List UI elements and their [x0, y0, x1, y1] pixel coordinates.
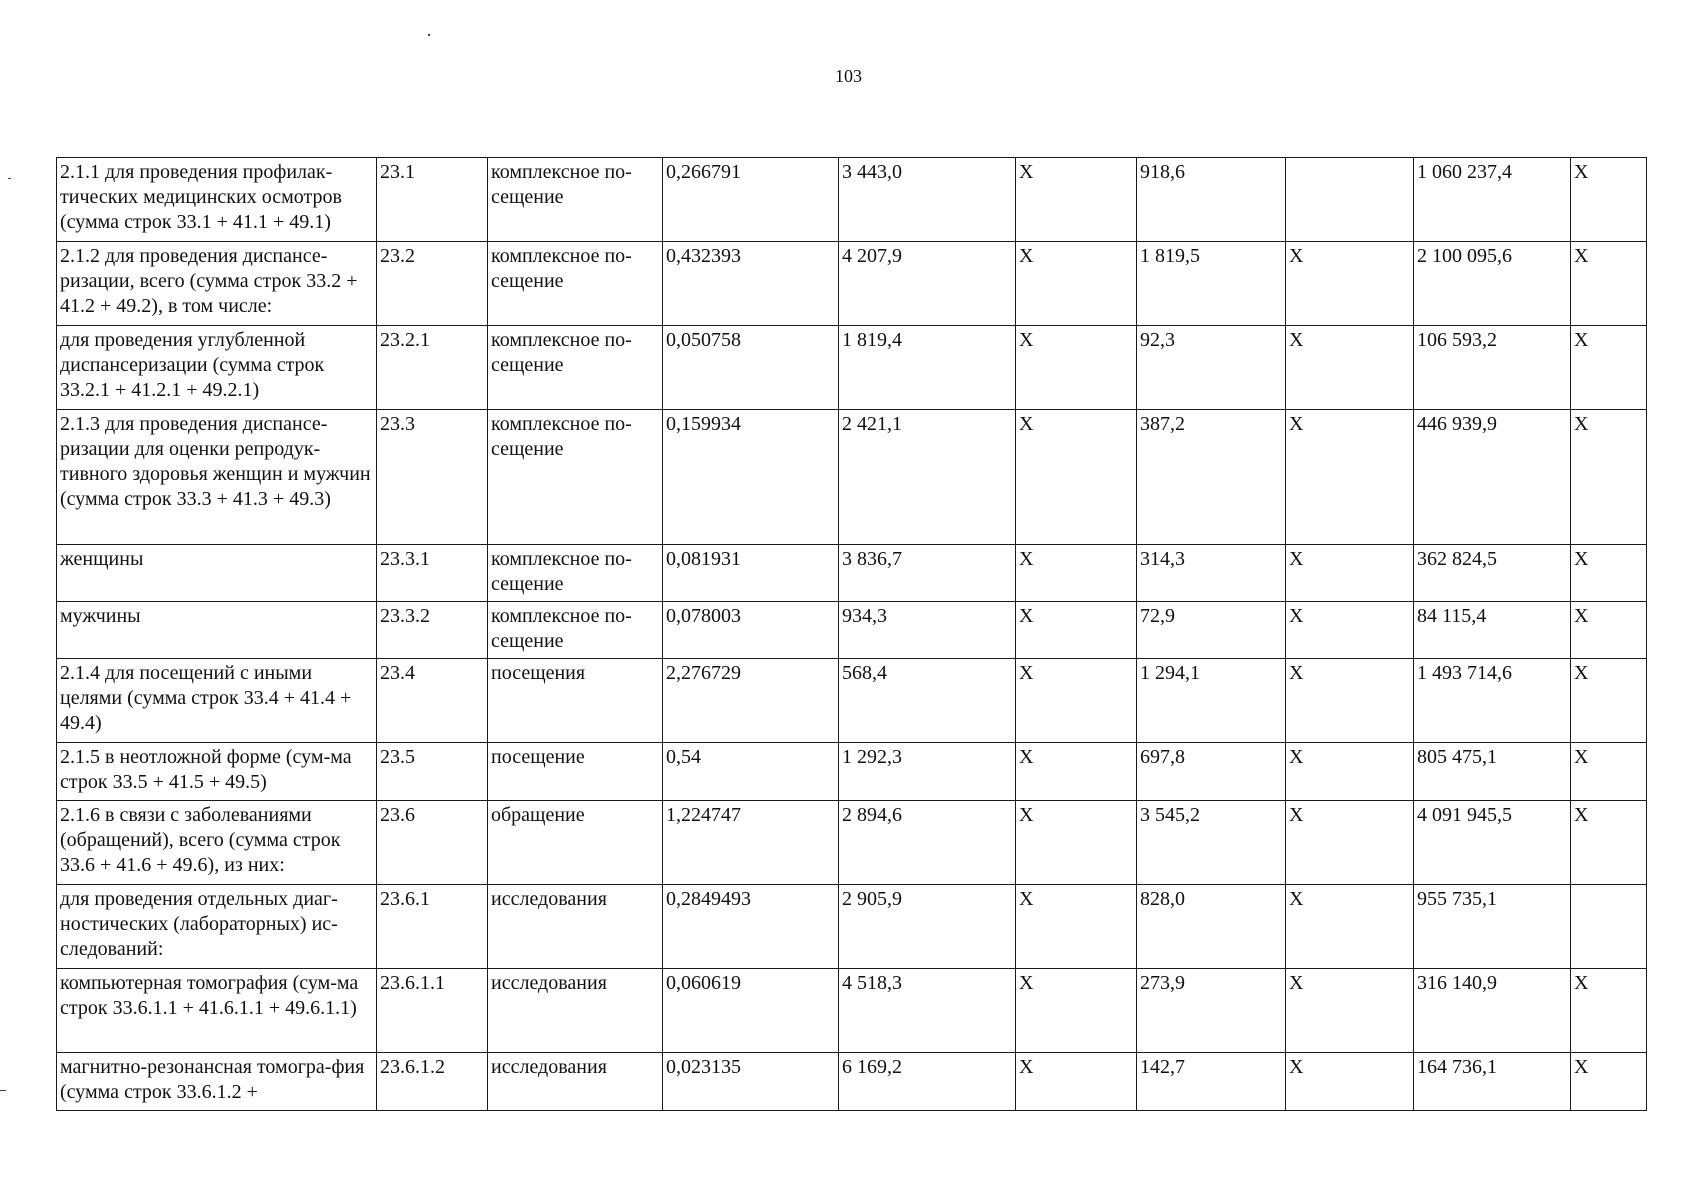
- row-unit-cell: комплексное по-сещение: [488, 602, 663, 659]
- row-code-cell: 23.5: [377, 743, 488, 801]
- row-cost-cell: 3 836,7: [839, 545, 1016, 602]
- row-norm-cell: 0,432393: [663, 242, 839, 326]
- row-col9-cell: 362 824,5: [1414, 545, 1571, 602]
- row-name-cell: для проведения углубленной диспансеризации (сумма строк 33.2.1 + 41.2.1 + 49.2.1): [57, 326, 377, 410]
- row-name-cell: магнитно-резонансная томогра-фия (сумма строк 33.6.1.2 +: [57, 1053, 377, 1111]
- row-norm-cell: 0,081931: [663, 545, 839, 602]
- row-unit-cell: комплексное по-сещение: [488, 545, 663, 602]
- row-col10-cell: Х: [1571, 602, 1647, 659]
- row-col6-cell: Х: [1016, 410, 1137, 545]
- row-col7-cell: 1 294,1: [1137, 659, 1286, 743]
- row-name-cell: женщины: [57, 545, 377, 602]
- scan-mark-top: [428, 34, 430, 36]
- row-col8-cell: Х: [1286, 410, 1414, 545]
- row-norm-cell: 0,078003: [663, 602, 839, 659]
- row-col9-cell: 955 735,1: [1414, 885, 1571, 969]
- row-col6-cell: Х: [1016, 801, 1137, 885]
- row-col8-cell: Х: [1286, 743, 1414, 801]
- row-norm-cell: 0,2849493: [663, 885, 839, 969]
- row-col9-cell: 164 736,1: [1414, 1053, 1571, 1111]
- row-name-cell: мужчины: [57, 602, 377, 659]
- row-code-cell: 23.3: [377, 410, 488, 545]
- row-col6-cell: Х: [1016, 326, 1137, 410]
- row-code-cell: 23.6.1.1: [377, 969, 488, 1053]
- row-col9-cell: 316 140,9: [1414, 969, 1571, 1053]
- row-col8-cell: Х: [1286, 545, 1414, 602]
- row-col6-cell: Х: [1016, 969, 1137, 1053]
- row-code-cell: 23.3.1: [377, 545, 488, 602]
- row-code-cell: 23.6.1: [377, 885, 488, 969]
- row-col8-cell: Х: [1286, 659, 1414, 743]
- row-col7-cell: 314,3: [1137, 545, 1286, 602]
- row-code-cell: 23.2: [377, 242, 488, 326]
- row-cost-cell: 1 819,4: [839, 326, 1016, 410]
- row-name-cell: 2.1.1 для проведения профилак-тических медицинских осмотров (сумма строк 33.1 + 41.1 + 49.1): [57, 158, 377, 242]
- row-col9-cell: 2 100 095,6: [1414, 242, 1571, 326]
- row-col6-cell: Х: [1016, 242, 1137, 326]
- row-norm-cell: 0,54: [663, 743, 839, 801]
- scan-mark-bottom-left: [0, 1090, 6, 1091]
- table-row: [57, 801, 1647, 885]
- row-code-cell: 23.1: [377, 158, 488, 242]
- data-table: [56, 157, 1647, 1111]
- row-cost-cell: 3 443,0: [839, 158, 1016, 242]
- row-unit-cell: исследования: [488, 969, 663, 1053]
- row-norm-cell: 0,266791: [663, 158, 839, 242]
- row-code-cell: 23.2.1: [377, 326, 488, 410]
- row-norm-cell: 2,276729: [663, 659, 839, 743]
- table-row: [57, 743, 1647, 801]
- row-col8-cell: Х: [1286, 1053, 1414, 1111]
- row-unit-cell: комплексное по-сещение: [488, 326, 663, 410]
- row-unit-cell: исследования: [488, 1053, 663, 1111]
- row-col6-cell: Х: [1016, 545, 1137, 602]
- row-code-cell: 23.4: [377, 659, 488, 743]
- row-code-cell: 23.6.1.2: [377, 1053, 488, 1111]
- row-col10-cell: Х: [1571, 410, 1647, 545]
- row-col7-cell: 828,0: [1137, 885, 1286, 969]
- row-unit-cell: комплексное по-сещение: [488, 242, 663, 326]
- row-cost-cell: 4 518,3: [839, 969, 1016, 1053]
- row-col10-cell: Х: [1571, 545, 1647, 602]
- row-col6-cell: Х: [1016, 1053, 1137, 1111]
- table-row: [57, 1053, 1647, 1111]
- row-norm-cell: 0,023135: [663, 1053, 839, 1111]
- table-row: [57, 885, 1647, 969]
- row-col10-cell: Х: [1571, 969, 1647, 1053]
- row-col8-cell: Х: [1286, 242, 1414, 326]
- row-col10-cell: Х: [1571, 801, 1647, 885]
- row-cost-cell: 2 905,9: [839, 885, 1016, 969]
- row-cost-cell: 2 894,6: [839, 801, 1016, 885]
- table-row: [57, 659, 1647, 743]
- row-cost-cell: 934,3: [839, 602, 1016, 659]
- scan-mark-left: [8, 178, 11, 179]
- row-cost-cell: 568,4: [839, 659, 1016, 743]
- row-name-cell: для проведения отдельных диаг-ностических (лабораторных) ис-следований:: [57, 885, 377, 969]
- table-row: [57, 326, 1647, 410]
- row-col7-cell: 72,9: [1137, 602, 1286, 659]
- row-col8-cell: Х: [1286, 969, 1414, 1053]
- table-row: [57, 969, 1647, 1053]
- table-row: [57, 410, 1647, 545]
- row-unit-cell: обращение: [488, 801, 663, 885]
- row-col7-cell: 387,2: [1137, 410, 1286, 545]
- row-name-cell: 2.1.2 для проведения диспансе-ризации, всего (сумма строк 33.2 + 41.2 + 49.2), в том числе:: [57, 242, 377, 326]
- row-col6-cell: Х: [1016, 602, 1137, 659]
- row-col8-cell: Х: [1286, 885, 1414, 969]
- row-name-cell: 2.1.3 для проведения диспансе-ризации для оценки репродук-тивного здоровья женщин и мужчин (сумма строк 33.3 + 41.3 + 49.3): [57, 410, 377, 545]
- row-col6-cell: Х: [1016, 659, 1137, 743]
- table-row: [57, 602, 1647, 659]
- row-col10-cell: Х: [1571, 743, 1647, 801]
- row-unit-cell: посещение: [488, 743, 663, 801]
- row-code-cell: 23.6: [377, 801, 488, 885]
- row-col9-cell: 1 493 714,6: [1414, 659, 1571, 743]
- table-row: [57, 158, 1647, 242]
- row-col8-cell: Х: [1286, 801, 1414, 885]
- row-col6-cell: Х: [1016, 158, 1137, 242]
- row-unit-cell: комплексное по-сещение: [488, 158, 663, 242]
- row-col7-cell: 1 819,5: [1137, 242, 1286, 326]
- row-norm-cell: 0,159934: [663, 410, 839, 545]
- table-row: [57, 545, 1647, 602]
- row-col7-cell: 697,8: [1137, 743, 1286, 801]
- row-col10-cell: Х: [1571, 242, 1647, 326]
- row-col7-cell: 92,3: [1137, 326, 1286, 410]
- row-col6-cell: Х: [1016, 743, 1137, 801]
- row-col8-cell: Х: [1286, 602, 1414, 659]
- row-col9-cell: 446 939,9: [1414, 410, 1571, 545]
- row-name-cell: 2.1.4 для посещений с иными целями (сумма строк 33.4 + 41.4 + 49.4): [57, 659, 377, 743]
- row-unit-cell: посещения: [488, 659, 663, 743]
- row-col7-cell: 3 545,2: [1137, 801, 1286, 885]
- row-col10-cell: [1571, 885, 1647, 969]
- row-col7-cell: 918,6: [1137, 158, 1286, 242]
- row-col6-cell: Х: [1016, 885, 1137, 969]
- row-col8-cell: [1286, 158, 1414, 242]
- row-norm-cell: 0,050758: [663, 326, 839, 410]
- row-name-cell: 2.1.6 в связи с заболеваниями (обращений), всего (сумма строк 33.6 + 41.6 + 49.6), из них:: [57, 801, 377, 885]
- row-cost-cell: 1 292,3: [839, 743, 1016, 801]
- row-norm-cell: 1,224747: [663, 801, 839, 885]
- row-norm-cell: 0,060619: [663, 969, 839, 1053]
- row-unit-cell: исследования: [488, 885, 663, 969]
- row-col10-cell: Х: [1571, 326, 1647, 410]
- row-code-cell: 23.3.2: [377, 602, 488, 659]
- row-cost-cell: 2 421,1: [839, 410, 1016, 545]
- table-row: [57, 242, 1647, 326]
- row-unit-cell: комплексное по-сещение: [488, 410, 663, 545]
- row-col10-cell: Х: [1571, 1053, 1647, 1111]
- row-cost-cell: 4 207,9: [839, 242, 1016, 326]
- row-col9-cell: 106 593,2: [1414, 326, 1571, 410]
- row-col8-cell: Х: [1286, 326, 1414, 410]
- row-name-cell: компьютерная томография (сум-ма строк 33.6.1.1 + 41.6.1.1 + 49.6.1.1): [57, 969, 377, 1053]
- page-number: 103: [835, 66, 862, 86]
- row-col10-cell: Х: [1571, 158, 1647, 242]
- row-col7-cell: 142,7: [1137, 1053, 1286, 1111]
- row-col9-cell: 84 115,4: [1414, 602, 1571, 659]
- row-name-cell: 2.1.5 в неотложной форме (сум-ма строк 33.5 + 41.5 + 49.5): [57, 743, 377, 801]
- row-col9-cell: 1 060 237,4: [1414, 158, 1571, 242]
- row-col7-cell: 273,9: [1137, 969, 1286, 1053]
- row-cost-cell: 6 169,2: [839, 1053, 1016, 1111]
- row-col9-cell: 4 091 945,5: [1414, 801, 1571, 885]
- row-col9-cell: 805 475,1: [1414, 743, 1571, 801]
- row-col10-cell: Х: [1571, 659, 1647, 743]
